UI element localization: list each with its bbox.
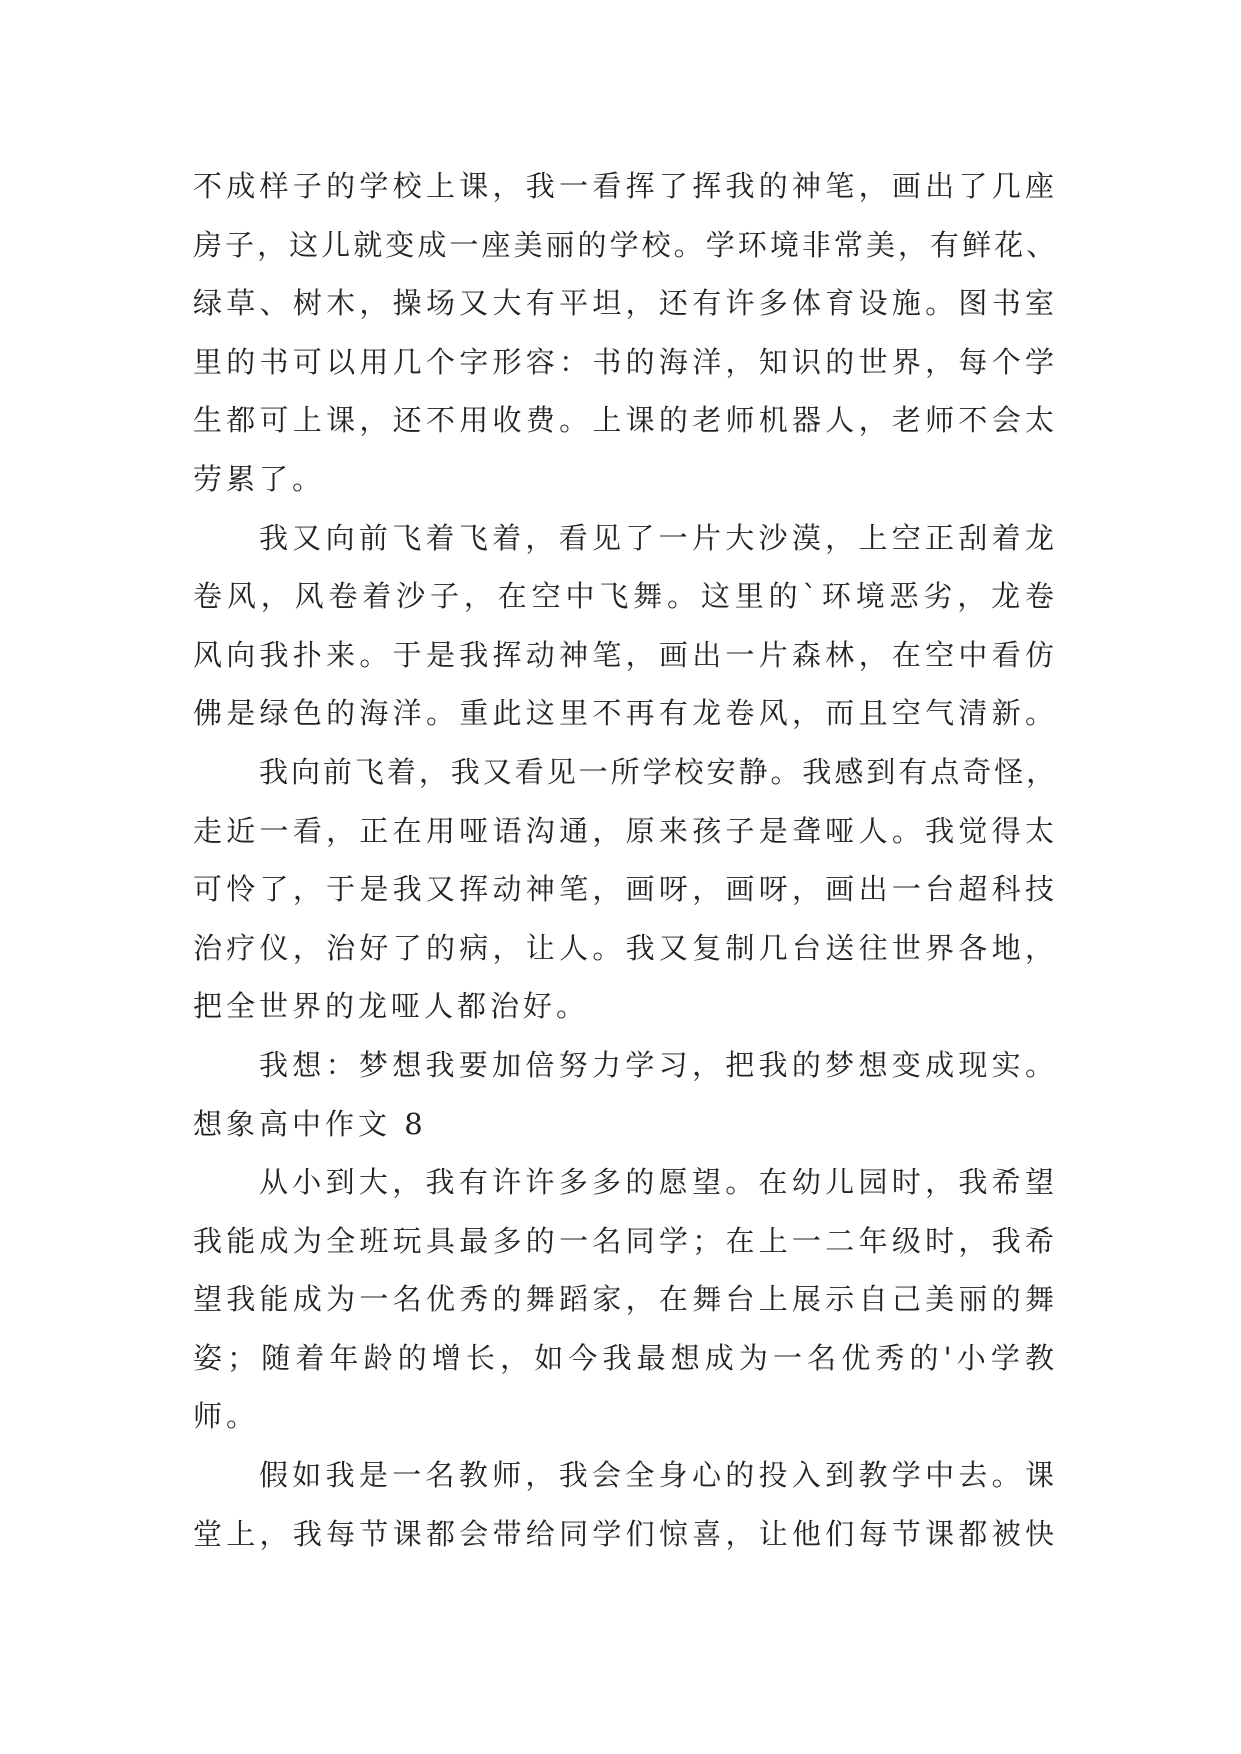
body-text <box>193 157 1058 1563</box>
paragraph <box>193 509 1058 743</box>
text-line: 治疗仪，治好了的病，让人。我又复制几台送往世界各地， <box>193 930 1058 965</box>
text-line: 绿草、树木，操场又大有平坦，还有许多体育设施。图书室 <box>193 286 1058 321</box>
paragraph <box>193 1446 1058 1563</box>
text-line: 把全世界的龙哑人都治好。 <box>193 989 590 1024</box>
paragraph <box>193 1153 1058 1446</box>
text-line: 风向我扑来。于是我挥动神笔，画出一片森林，在空中看仿 <box>193 637 1058 672</box>
text-line: 走近一看，正在用哑语沟通，原来孩子是聋哑人。我觉得太 <box>193 813 1058 848</box>
text-line: 望我能成为一名优秀的舞蹈家，在舞台上展示自己美丽的舞 <box>193 1282 1058 1317</box>
text-line: 卷风，风卷着沙子，在空中飞舞。这里的`环境恶劣，龙卷 <box>193 579 1058 614</box>
text-line: 我向前飞着，我又看见一所学校安静。我感到有点奇怪， <box>259 754 1058 789</box>
text-line: 堂上，我每节课都会带给同学们惊喜，让他们每节课都被快 <box>193 1516 1058 1551</box>
text-line: 不成样子的学校上课，我一看挥了挥我的神笔，画出了几座 <box>193 169 1058 203</box>
text-line: 姿；随着年龄的增长，如今我最想成为一名优秀的'小学教 <box>193 1340 1058 1375</box>
text-line: 假如我是一名教师，我会全身心的投入到教学中去。课 <box>259 1458 1058 1493</box>
text-line: 我想：梦想我要加倍努力学习，把我的梦想变成现实。 <box>259 1047 1058 1082</box>
paragraph <box>193 157 1058 509</box>
paragraph <box>193 1036 1058 1095</box>
text-line: 佛是绿色的海洋。重此这里不再有龙卷风，而且空气清新。 <box>193 696 1058 731</box>
essay-heading: 想象高中作文 8 <box>193 1106 427 1141</box>
paragraph <box>193 743 1058 1036</box>
text-line: 我又向前飞着飞着，看见了一片大沙漠，上空正刮着龙 <box>259 520 1058 555</box>
text-line: 劳累了。 <box>193 461 326 496</box>
text-line: 可怜了，于是我又挥动神笔，画呀，画呀，画出一台超科技 <box>193 872 1058 907</box>
text-line: 从小到大，我有许许多多的愿望。在幼儿园时，我希望 <box>259 1165 1058 1200</box>
text-line: 师。 <box>193 1399 260 1434</box>
text-line: 里的书可以用几个字形容：书的海洋，知识的世界，每个学 <box>193 344 1058 379</box>
text-line: 房子，这儿就变成一座美丽的学校。学环境非常美，有鲜花、 <box>193 227 1058 262</box>
text-line: 生都可上课，还不用收费。上课的老师机器人，老师不会太 <box>193 403 1058 438</box>
text-line: 我能成为全班玩具最多的一名同学；在上一二年级时，我希 <box>193 1223 1058 1258</box>
